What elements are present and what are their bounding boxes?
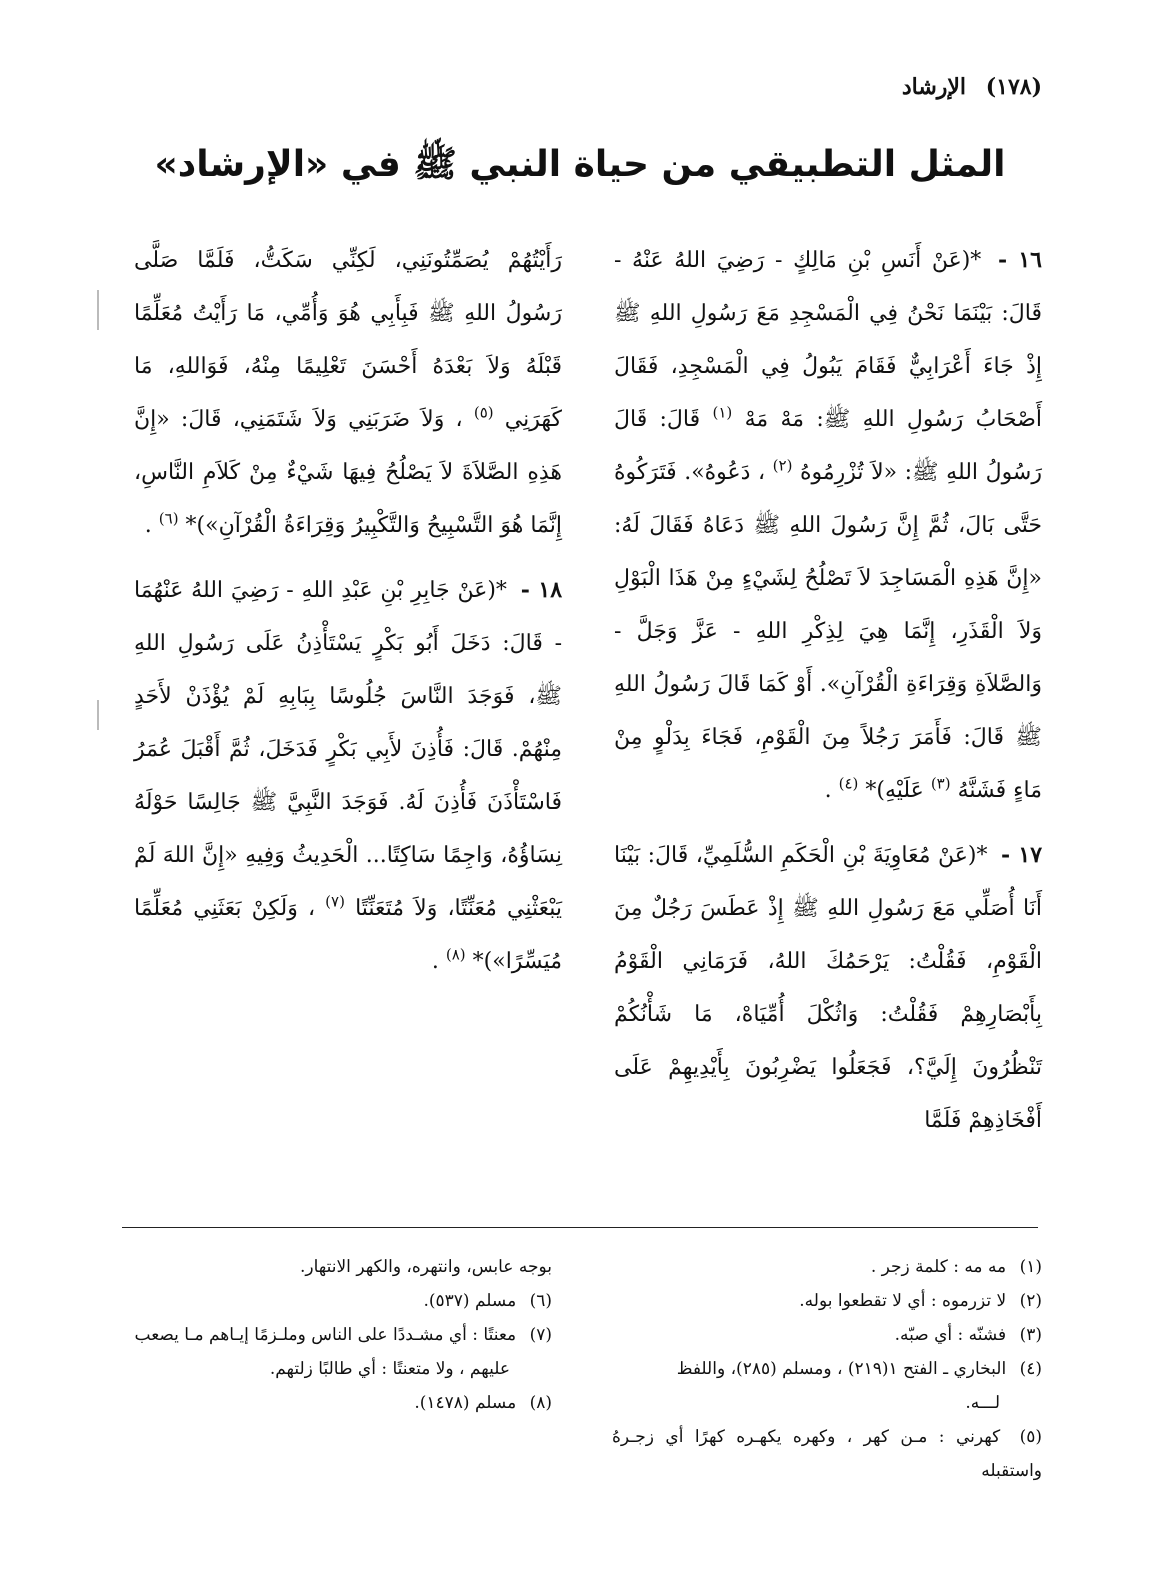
chapter-title: المثل التطبيقي من حياة النبي ﷺ في «الإرشاد»: [154, 144, 1006, 185]
scan-margin-mark: [97, 700, 99, 730]
hadith-text: ، وَلاَ ضَرَبَنِي وَلاَ شَتَمَنِي، قَالَ: «إِنَّ هَذِهِ الصَّلاَةَ لاَ يَصْلُحُ فِيهَا شَيْءٌ مِنْ كَلاَمِ النَّاسِ، إِنَّمَا هُوَ التَّسْبِيحُ وَالتَّكْبِيرُ وَقِرَاءَةُ الْقُرْآنِ»)*: [134, 407, 562, 538]
running-header: [902, 74, 1042, 100]
footnote-5: [612, 1420, 1042, 1488]
footnote-ref-7[interactable]: (٧): [325, 892, 345, 911]
hadith-number: ١٨ -: [520, 577, 563, 603]
hadith-text: ، وَلَكِنْ بَعَثَنِي مُعَلِّمًا مُيَسِّرًا»)*: [134, 896, 562, 974]
footnote-text: كهرني : مـن كهر ، وكهره يكهـره كهرًا أي زجـرهُ واستقبله: [612, 1427, 1042, 1481]
footnote-6: [122, 1284, 552, 1318]
hadith-end: .: [431, 949, 439, 974]
footnote-text: مسلم (٥٣٧).: [423, 1291, 517, 1311]
footnote-number: (٢): [1019, 1291, 1042, 1311]
page-number: (١٧٨): [985, 74, 1042, 100]
hadith-16: [614, 234, 1042, 817]
footnote-ref-5[interactable]: (٥): [473, 403, 494, 422]
footnote-text: البخاري ـ الفتح ١(٢١٩) ، ومسلم (٢٨٥)، واللفظ: [676, 1359, 1007, 1379]
footnote-text: فشنّه : أي صبّه.: [894, 1325, 1007, 1345]
footnote-number: (٧): [529, 1325, 552, 1345]
footnote-number: (٦): [529, 1291, 552, 1311]
footnote-7: [122, 1318, 552, 1386]
hadith-text: ، دَعُوهُ». فَتَرَكُوهُ حَتَّى بَالَ، ثُمَّ إِنَّ رَسُولَ اللهِ ﷺ دَعَاهُ فَقَالَ لَهُ: «إِنَّ هَذِهِ الْمَسَاجِدَ لاَ تَصْلُحُ لِشَيْءٍ مِنْ هَذَا الْبَوْلِ وَلاَ الْقَذَرِ، إِنَّمَا هِيَ لِذِكْرِ اللهِ - عَزَّ وَجَلَّ - وَالصَّلاَةِ وَقِرَاءَةِ الْقُرْآنِ». أَوْ كَمَا قَالَ رَسُولُ اللهِ ﷺ قَالَ: فَأَمَرَ رَجُلاً مِنَ الْقَوْمِ، فَجَاءَ بِدَلْوٍ مِنْ مَاءٍ فَشَنَّهُ: [614, 460, 1042, 803]
footnote-ref-6[interactable]: (٦): [158, 509, 179, 528]
hadith-17: [614, 829, 1042, 1147]
footnote-5-continued: بوجه عابس، وانتهره، والكهر الانتهار.: [300, 1257, 552, 1277]
footnote-8: [122, 1386, 552, 1420]
hadith-text: رَأَيْتُهُمْ يُصَمِّتُونَنِي، لَكِنِّي سَكَتُّ، فَلَمَّا صَلَّى رَسُولُ اللهِ ﷺ فَبِأَبِي هُوَ وَأُمِّي، مَا رَأَيْتُ مُعَلِّمًا قَبْلَهُ وَلاَ بَعْدَهُ أَحْسَنَ تَعْلِيمًا مِنْهُ، فَوَاللهِ، مَا كَهَرَنِي: [134, 248, 563, 432]
footnote-ref-8[interactable]: (٨): [445, 945, 466, 964]
footnote-ref-3[interactable]: (٣): [930, 774, 951, 793]
footnote-divider: [122, 1227, 1038, 1228]
hadith-end: .: [144, 513, 152, 538]
hadith-end: .: [824, 778, 832, 803]
hadith-text: *(عَنْ مُعَاوِيَةَ بْنِ الْحَكَمِ السُّلَمِيِّ، قَالَ: بَيْنَا أَنَا أُصَلِّي مَعَ رَسُولِ اللهِ ﷺ إِذْ عَطَسَ رَجُلٌ مِنَ الْقَوْمِ، فَقُلْتُ: يَرْحَمُكَ اللهُ، فَرَمَانِي الْقَوْمُ بِأَبْصَارِهِمْ فَقُلْتُ: وَاثُكْلَ أُمِّيَاهْ، مَا شَأْنُكُمْ تَنْظُرُونَ إِلَيَّ؟، فَجَعَلُوا يَضْرِبُونَ بِأَيْدِيهِمْ عَلَى أَفْخَاذِهِمْ فَلَمَّا: [614, 843, 1042, 1133]
footnote-ref-4[interactable]: (٤): [838, 774, 859, 793]
footnote-continuation: لـــه.: [965, 1393, 1000, 1413]
footnote-number: (٨): [529, 1393, 552, 1413]
footnotes-right-column: [612, 1250, 1042, 1488]
footnote-number: (٤): [1019, 1359, 1042, 1379]
hadith-text: *(عَنْ جَابِرِ بْنِ عَبْدِ اللهِ - رَضِيَ اللهُ عَنْهُمَا - قَالَ: دَخَلَ أَبُو بَكْرٍ يَسْتَأْذِنُ عَلَى رَسُولِ اللهِ ﷺ، فَوَجَدَ النَّاسَ جُلُوسًا بِبَابِهِ لَمْ يُؤْذَنْ لأَحَدٍ مِنْهُمْ. قَالَ: فَأُذِنَ لأَبِي بَكْرٍ فَدَخَلَ، ثُمَّ أَقْبَلَ عُمَرُ فَاسْتَأْذَنَ فَأُذِنَ لَهُ. فَوَجَدَ النَّبِيَّ ﷺ جَالِسًا حَوْلَهُ نِسَاؤُهُ، وَاجِمًا سَاكِتًا... الْحَدِيثُ وَفِيهِ «إِنَّ اللهَ لَمْ يَبْعَثْنِي مُعَنِّتًا، وَلاَ مُتَعَنِّتًا: [134, 578, 563, 921]
footnote-number: (١): [1019, 1257, 1042, 1277]
left-text-column: [134, 234, 562, 1000]
footnote-text: مسلم (١٤٧٨).: [414, 1393, 517, 1413]
footnote-continuation: عليهم ، ولا متعنتًا : أي طالبًا زلتهم.: [269, 1359, 510, 1379]
scan-margin-mark: [97, 290, 99, 330]
hadith-text: *(عَنْ أَنَسِ بْنِ مَالِكٍ - رَضِيَ اللهُ عَنْهُ - قَالَ: بَيْنَمَا نَحْنُ فِي الْمَسْجِدِ مَعَ رَسُولِ اللهِ ﷺ إِذْ جَاءَ أَعْرَابِيٌّ فَقَامَ يَبُولُ فِي الْمَسْجِدِ، فَقَالَ أَصْحَابُ رَسُولِ اللهِ ﷺ: مَهْ مَهْ: [614, 248, 1043, 432]
footnote-2: [612, 1284, 1042, 1318]
hadith-text: عَلَيْهِ)*: [865, 778, 924, 803]
hadith-17-continued: [134, 234, 562, 552]
footnote-ref-1[interactable]: (١): [712, 403, 733, 422]
book-section-label: الإرشاد: [901, 74, 967, 100]
hadith-text: قَالَ: قَالَ رَسُولُ اللهِ ﷺ: «لاَ تُزْرِمُوهُ: [614, 407, 1042, 485]
hadith-number: ١٦ -: [997, 247, 1042, 273]
hadith-number: ١٧ -: [1001, 842, 1043, 868]
footnotes-left-column: [122, 1250, 552, 1420]
footnote-4: [612, 1352, 1042, 1420]
footnote-number: (٣): [1019, 1325, 1042, 1345]
footnote-text: مه مه : كلمة زجر .: [870, 1257, 1007, 1277]
footnote-number: (٥): [1019, 1427, 1043, 1447]
hadith-18: [134, 564, 562, 988]
footnote-text: لا تزرموه : أي لا تقطعوا بوله.: [799, 1291, 1007, 1311]
footnote-3: [612, 1318, 1042, 1352]
footnote-ref-2[interactable]: (٢): [772, 456, 793, 475]
footnote-text: معنتًا : أي مشـددًا على الناس وملـزمًا إيـاهم مـا يصعب: [134, 1325, 517, 1345]
right-text-column: [614, 234, 1042, 1159]
footnote-1: [612, 1250, 1042, 1284]
